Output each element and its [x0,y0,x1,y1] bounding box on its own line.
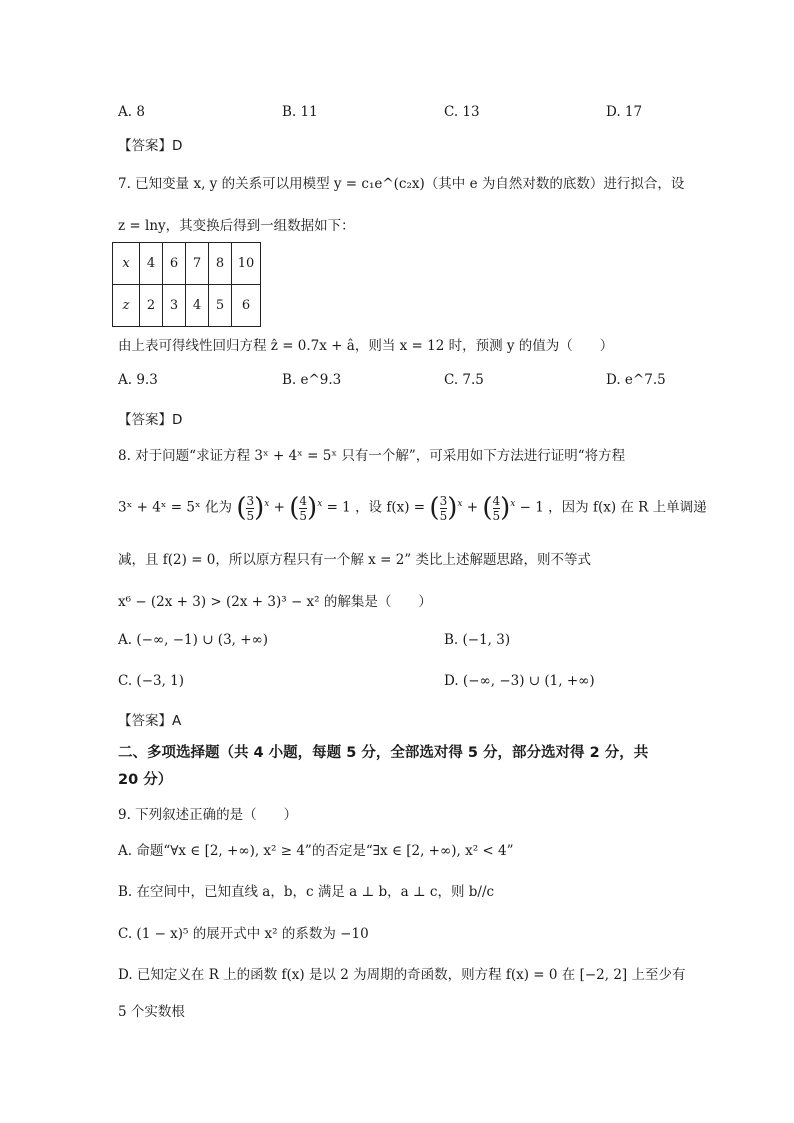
paren-right: ) [447,493,458,523]
table-cell: 6 [232,285,261,327]
q7-stem-line3: 由上表可得线性回归方程 ẑ = 0.7x + â，则当 x = 12 时，预测 y 的值为（ ） [118,338,614,354]
table-cell: 3 [163,285,186,327]
q8-option-a: A. (−∞, −1) ∪ (3, +∞) [118,632,269,648]
table-cell: 10 [232,243,261,285]
q7-stem-line2: z = lny，其变换后得到一组数据如下： [118,218,355,234]
q8-answer: 【答案】A [118,713,182,729]
q6-answer: 【答案】D [118,138,183,154]
q6-option-b: B. 11 [282,104,318,120]
q7-option-d: D. e^7.5 [606,372,666,388]
q8-line2-part-c: ，因为 f(x) 在 R 上单调递 [548,499,707,516]
q8-stem-line3: 减，且 f(2) = 0，所以原方程只有一个解 x = 2” 类比上述解题思路，则不等式 [118,552,591,568]
q8-option-d: D. (−∞, −3) ∪ (1, +∞) [444,673,595,689]
q7-option-b: B. e^9.3 [282,372,342,388]
table-cell: 4 [186,285,209,327]
paren-right: ) [500,493,511,523]
q6-option-c: C. 13 [444,104,480,120]
q9-option-c: C. (1 − x)⁵ 的展开式中 x² 的系数为 −10 [118,926,369,942]
paren-left: ( [289,493,300,523]
q9-option-d-line1: D. 已知定义在 R 上的函数 f(x) 是以 2 为周期的奇函数，则方程 f(x) = 0 在 [−2, 2] 上至少有 [118,967,686,983]
q8-option-b: B. (−1, 3) [444,632,511,648]
q8-option-c: C. (−3, 1) [118,673,185,689]
table-row [113,285,261,327]
q7-option-c: C. 7.5 [444,372,484,388]
q8-stem-line2: 3ˣ + 4ˣ = 5ˣ 化为 ( $\frac{3}{5}$ )$^x$ + ( $\frac{4}{5}$ )$^x$ = 1 ，设 f(x) = ( $\frac{3}{5}$ )$^x$ + ( $\frac{4}{5}$ )$^x$ − 1 ，因为 f(x) 在 R 上单调递 [118,493,707,523]
q9-option-b: B. 在空间中，已知直线 a，b，c 满足 a ⊥ b，a ⊥ c，则 b//c [118,884,495,900]
table-cell: 2 [140,285,163,327]
q8-stem-line1: 8. 对于问题“求证方程 3ˣ + 4ˣ = 5ˣ 只有一个解”，可采用如下方法进行证明“将方程 [118,448,626,464]
q8-line2-part-b: ，设 f(x) = [355,499,426,516]
fraction-3-5: $\frac{3}{5}$ [246,493,255,523]
q6-option-a: A. 8 [118,104,145,120]
paren-left: ( [429,493,440,523]
q7-answer: 【答案】D [118,412,183,428]
q9-option-a: A. 命题“∀x ∈ [2, +∞), x² ≥ 4”的否定是“∃x ∈ [2, +∞), x² < 4” [118,843,514,859]
fraction-4-5: $\frac{4}{5}$ [299,493,308,523]
q6-option-d: D. 17 [606,104,643,120]
paren-left: ( [236,493,247,523]
fraction-4-5: $\frac{4}{5}$ [492,493,501,523]
table-cell: 5 [209,285,232,327]
table-cell: 8 [209,243,232,285]
section-heading-line1: 二、多项选择题（共 4 小题，每题 5 分，全部选对得 5 分，部分选对得 2 分，共 [118,745,649,761]
section-heading-line2: 20 分） [118,772,173,788]
table-cell: 7 [186,243,209,285]
q7-stem-line1: 7. 已知变量 x, y 的关系可以用模型 y = c₁e^(c₂x)（其中 e 为自然对数的底数）进行拟合，设 [118,176,685,192]
paren-right: ) [307,493,318,523]
paren-left: ( [482,493,493,523]
fraction-3-5: $\frac{3}{5}$ [439,493,448,523]
q9-stem: 9. 下列叙述正确的是（ ） [118,807,298,823]
paren-right: ) [254,493,265,523]
table-cell: x [113,243,140,285]
q9-option-d-line2: 5 个实数根 [118,1004,185,1020]
q8-stem-line4: x⁶ − (2x + 3) > (2x + 3)³ − x² 的解集是（ ） [118,594,432,610]
q7-data-table [112,242,261,327]
table-cell: z [113,285,140,327]
table-cell: 4 [140,243,163,285]
table-cell: 6 [163,243,186,285]
table-row [113,243,261,285]
q8-line2-part-a: 3ˣ + 4ˣ = 5ˣ 化为 [118,499,233,516]
q7-option-a: A. 9.3 [118,372,158,388]
